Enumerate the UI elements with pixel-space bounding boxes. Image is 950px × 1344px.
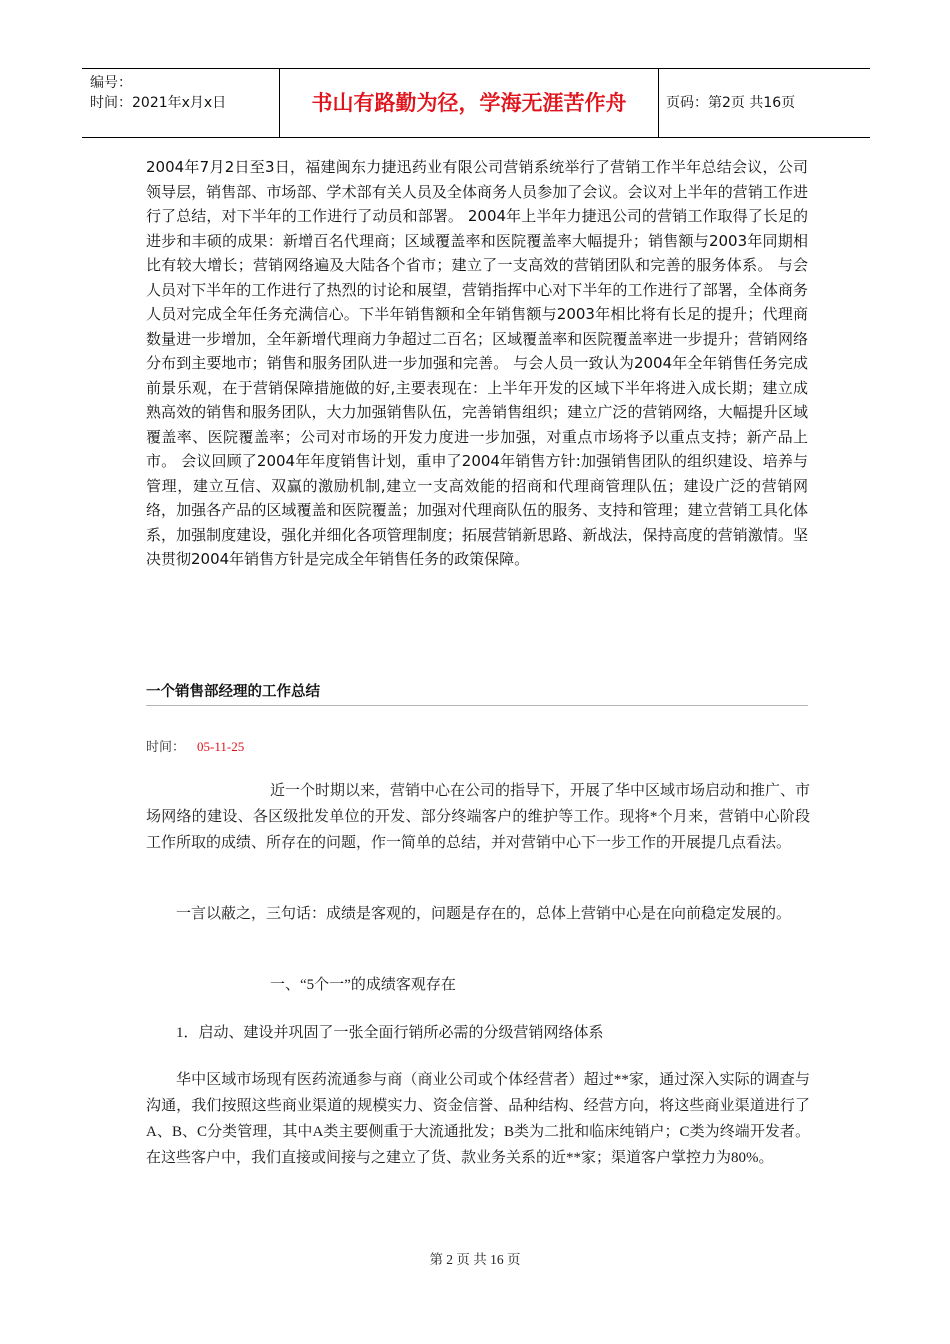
section-heading-1: 一、“5个一”的成绩客观存在: [270, 977, 456, 993]
article-paragraph-1: 近一个时期以来，营销中心在公司的指导下，开展了华中区域市场启动和推广、市场网络的建设、各区级批发单位的开发、部分终端客户的维护等工作。现将*个月来，营销中心阶段工作所取的成绩、所存在的问题，作一简单的总结，并对营销中心下一步工作的开展提几点看法。: [146, 783, 811, 851]
header-meta: [82, 69, 280, 137]
article-paragraph-2: 一言以蔽之，三句话：成绩是客观的，问题是存在的，总体上营销中心是在向前稳定发展的。: [176, 906, 792, 922]
article-title: 一个销售部经理的工作总结: [146, 680, 808, 706]
header-page-info: 页码：第2页 共16页: [666, 95, 796, 111]
article-time-value: 05-11-25: [197, 739, 245, 754]
article-paragraph-3: 华中区域市场现有医药流通参与商（商业公司或个体经营者）超过**家，通过深入实际的调查与沟通，我们按照这些商业渠道的规模实力、资金信誉、品种结构、经营方向，将这些商业渠道进行了A、B、C分类管理，其中A类主要侧重于大流通批发；B类为二批和临床纯销户；C类为终端开发者。在这些客户中，我们直接或间接与之建立了货、款业务关系的近**家；渠道客户掌控力为80%。: [146, 1072, 810, 1166]
section-heading-2: 1．启动、建设并巩固了一张全面行销所必需的分级营销网络体系: [176, 1025, 604, 1041]
page-header: [82, 68, 870, 138]
main-paragraph: 2004年7月2日至3日，福建闽东力捷迅药业有限公司营销系统举行了营销工作半年总结会议，公司领导层，销售部、市场部、学术部有关人员及全体商务人员参加了会议。会议对上半年的营销工作进行了总结，对下半年的工作进行了动员和部署。 2004年上半年力捷迅公司的营销工作取得了长足的进步和丰硕的成果：新增百名代理商；区域覆盖率和医院覆盖率大幅提升；销售额与2003年同期相比有较大增长；营销网络遍及大陆各个省市；建立了一支高效的营销团队和完善的服务体系。 与会人员对下半年的工作进行了热烈的讨论和展望，营销指挥中心对下半年的工作进行了部署，全体商务人员对完成全年任务充满信心。下半年销售额和全年销售额与2003年相比将有长足的提升；代理商数量进一步增加，全年新增代理商力争超过二百名；区域覆盖率和医院覆盖率进一步提升；营销网络分布到主要地市；销售和服务团队进一步加强和完善。 与会人员一致认为2004年全年销售任务完成前景乐观，在于营销保障措施做的好,主要表现在：上半年开发的区域下半年将进入成长期；建立成熟高效的销售和服务团队，大力加强销售队伍，完善销售组织；建立广泛的营销网络，大幅提升区域覆盖率、医院覆盖率；公司对市场的开发力度进一步加强，对重点市场将予以重点支持；新产品上市。 会议回顾了2004年年度销售计划，重申了2004年销售方针:加强销售团队的组织建设、培养与管理，建立互信、双赢的激励机制,建立一支高效能的招商和代理商管理队伍；建设广泛的营销网络，加强各产品的区域覆盖和医院覆盖；加强对代理商队伍的服务、支持和管理；建立营销工具化体系，加强制度建设，强化并细化各项管理制度；拓展营销新思路、新战法，保持高度的营销激情。坚决贯彻2004年销售方针是完成全年销售任务的政策保障。: [146, 158, 808, 568]
page-footer: 第 2 页 共 16 页: [429, 1252, 521, 1267]
header-motto: 书山有路勤为径，学海无涯苦作舟: [280, 69, 659, 137]
number-label: 编号：: [90, 75, 132, 91]
date-line: 时间：2021年x月x日: [90, 95, 227, 111]
article-time: [146, 736, 244, 755]
article-time-label: 时间：: [146, 739, 186, 754]
